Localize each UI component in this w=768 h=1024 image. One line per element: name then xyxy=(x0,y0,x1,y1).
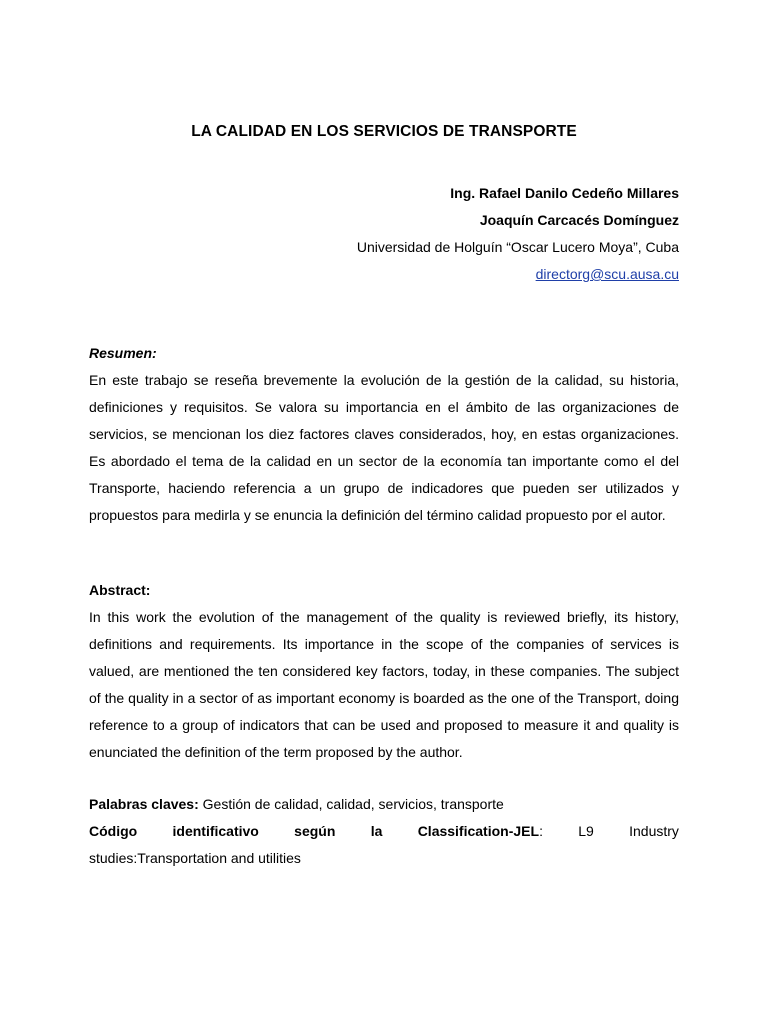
author-1: Ing. Rafael Danilo Cedeño Millares xyxy=(450,185,679,201)
keywords-value: Gestión de calidad, calidad, servicios, transporte xyxy=(198,796,504,812)
jel-word-5: Classification-JEL xyxy=(417,823,540,839)
author-block xyxy=(357,180,679,288)
jel-word-1: Código xyxy=(89,823,138,839)
jel-word-3: según xyxy=(294,823,336,839)
abstract-heading: Abstract: xyxy=(89,582,151,598)
paper-title: LA CALIDAD EN LOS SERVICIOS DE TRANSPORTE xyxy=(191,123,577,140)
keywords-line xyxy=(89,791,679,818)
keywords-label: Palabras claves: xyxy=(89,796,199,812)
email-link[interactable]: directorg@scu.ausa.cu xyxy=(535,266,679,282)
affiliation: Universidad de Holguín “Oscar Lucero Moya”, Cuba xyxy=(356,239,679,255)
jel-word-2: identificativo xyxy=(172,823,259,839)
jel-code: L9 xyxy=(578,823,594,839)
jel-colon: : xyxy=(539,823,543,839)
abstract-body: In this work the evolution of the management of the quality is reviewed briefly, its history, definitions and requirements. Its importance in the scope of the companies of services is valued, are mentioned the ten considered key factors, today, in these companies. The subject of the quality in a sector of as important economy is boarded as the one of the Transport, doing reference to a group of indicators that can be used and proposed to measure it and quality is enunciated the definition of the term proposed by the author. xyxy=(89,609,679,760)
abstract-section xyxy=(89,577,679,766)
resumen-body: En este trabajo se reseña brevemente la evolución de la gestión de la calidad, su historia, definiciones y requisitos. Se valora su importancia en el ámbito de las organizaciones de servicios, se mencionan los diez factores claves considerados, hoy, en estas organizaciones. Es abordado el tema de la calidad en un sector de la economía tan importante como el del Transporte, haciendo referencia a un grupo de indicadores que pueden ser utilizados y propuestos para medirla y se enuncia la definición del término calidad propuesto por el autor. xyxy=(89,372,679,523)
jel-line xyxy=(89,818,679,845)
keywords-section xyxy=(89,791,679,872)
jel-industry: Industry xyxy=(629,823,679,839)
resumen-heading: Resumen: xyxy=(89,345,157,361)
jel-word-4: la xyxy=(370,823,383,839)
jel-classification xyxy=(418,818,543,845)
resumen-section xyxy=(89,340,679,529)
jel-line-2: studies:Transportation and utilities xyxy=(89,850,301,866)
author-2: Joaquín Carcacés Domínguez xyxy=(479,212,679,228)
